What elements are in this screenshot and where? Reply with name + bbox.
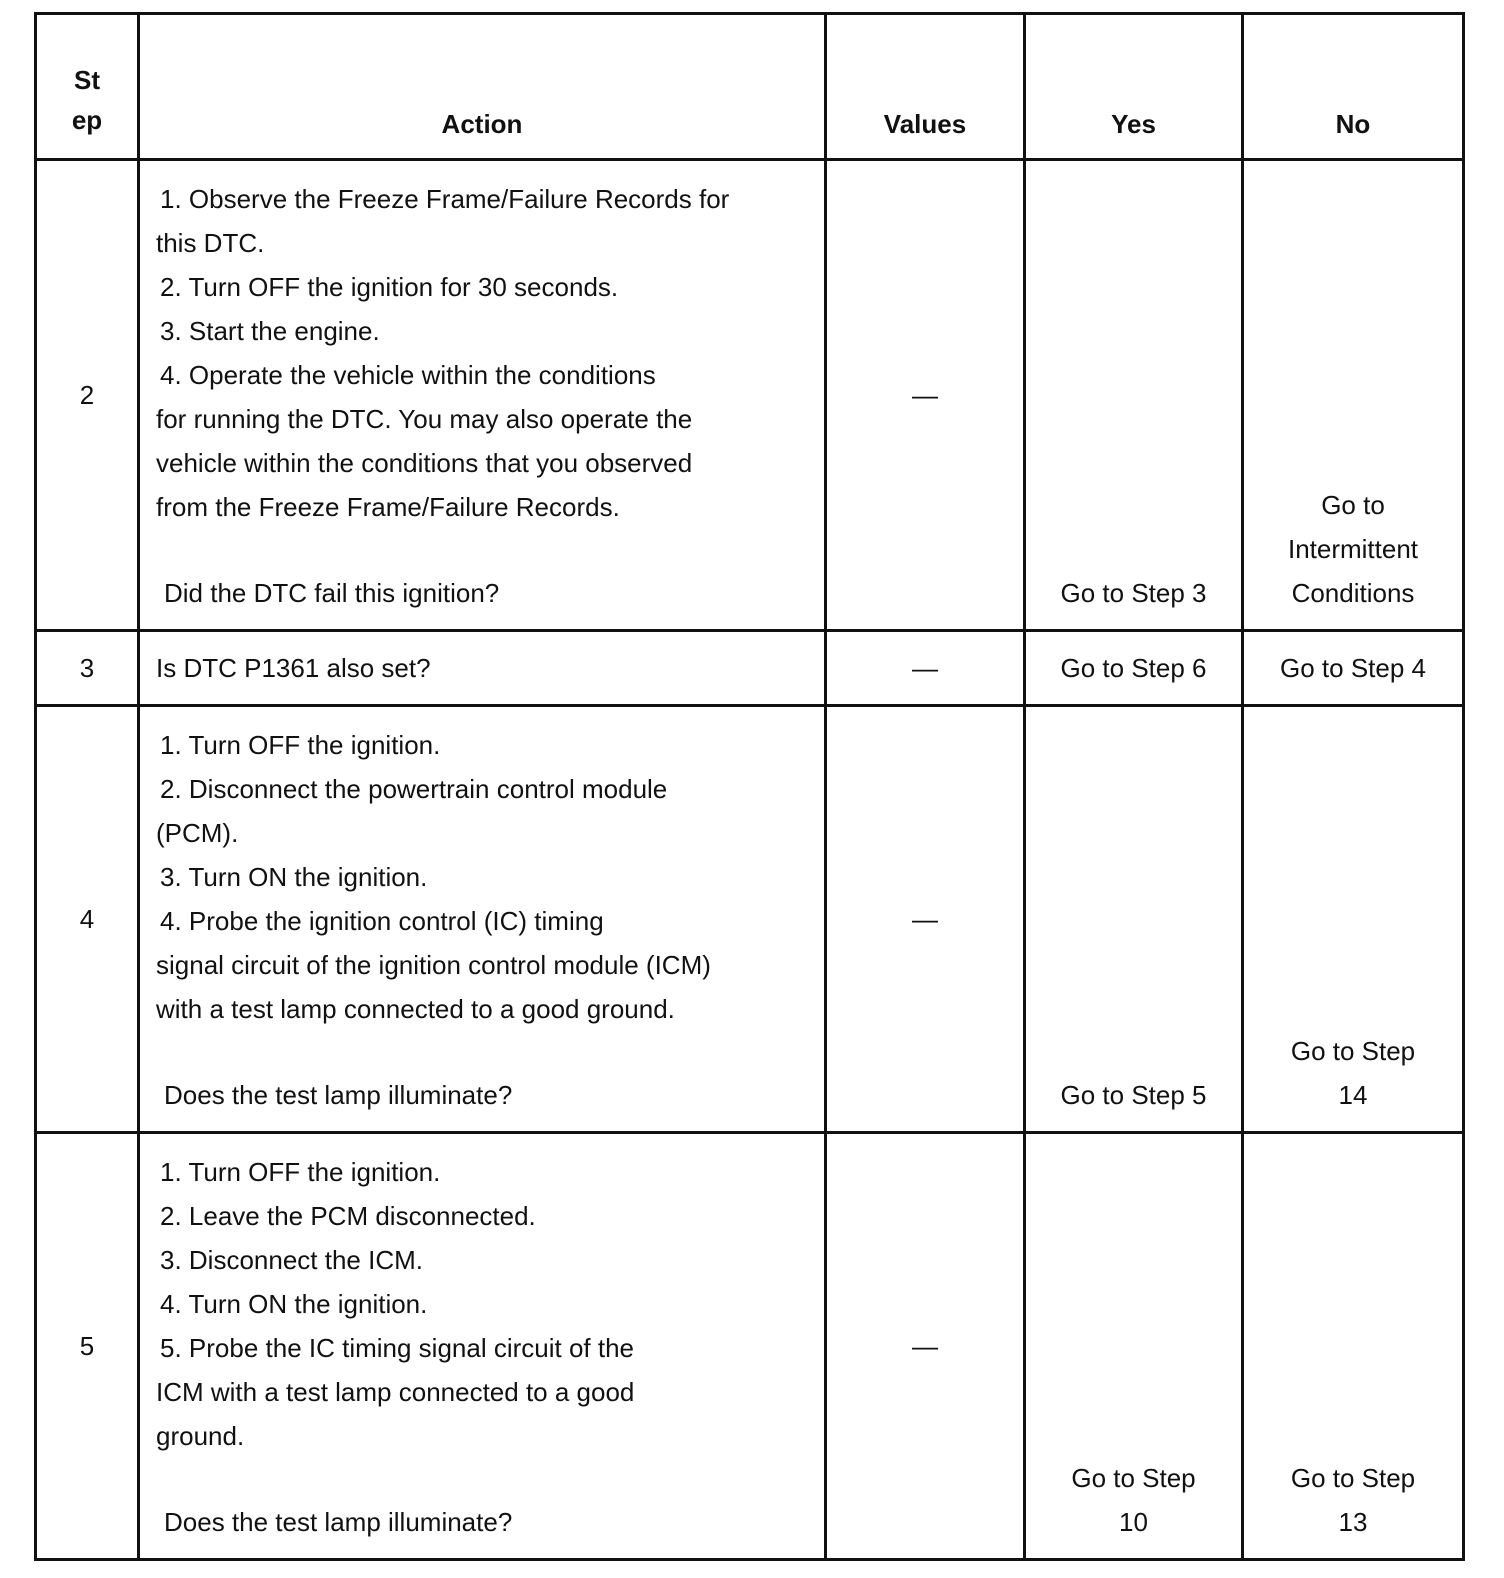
no-text: Go to Step: [1290, 1463, 1416, 1493]
yes-cell: [1025, 1133, 1243, 1560]
action-line: Is DTC P1361 also set?: [156, 652, 431, 683]
action-line: 5. Probe the IC timing signal circuit of the: [160, 1333, 635, 1363]
action-line: 3. Turn ON the ignition.: [160, 862, 428, 892]
header-step-line1: St: [74, 65, 100, 95]
action-line: 3. Disconnect the ICM.: [160, 1245, 423, 1275]
action-line: from the Freeze Frame/Failure Records.: [156, 492, 620, 522]
action-line: 3. Start the engine.: [160, 316, 380, 346]
table-row: [36, 1133, 1464, 1560]
no-cell: [1243, 631, 1464, 706]
step-number: 4: [36, 706, 139, 1133]
no-text: Go to: [1321, 490, 1385, 520]
no-text: Go to Step: [1290, 1036, 1416, 1066]
action-line: 4. Turn ON the ignition.: [160, 1289, 428, 1319]
no-text: 14: [1338, 1080, 1368, 1110]
action-question: Does the test lamp illuminate?: [164, 1507, 513, 1537]
no-text: Intermittent: [1287, 534, 1419, 564]
action-cell: [139, 160, 826, 631]
yes-text: 10: [1119, 1507, 1148, 1537]
action-line: 1. Observe the Freeze Frame/Failure Records for: [160, 184, 730, 214]
step-number: 2: [36, 160, 139, 631]
action-line: vehicle within the conditions that you observed: [156, 448, 693, 478]
values-cell: —: [826, 631, 1025, 706]
action-line: 2. Disconnect the powertrain control module: [160, 774, 668, 804]
action-line: with a test lamp connected to a good ground.: [156, 994, 675, 1024]
no-cell: [1243, 1133, 1464, 1560]
no-text: Conditions: [1291, 578, 1415, 608]
action-cell: [139, 1133, 826, 1560]
yes-text: Go to Step 5: [1060, 1080, 1207, 1110]
header-row: [36, 14, 1464, 160]
action-line: 4. Operate the vehicle within the conditions: [160, 360, 656, 390]
header-step: [36, 14, 139, 160]
step-number: 5: [36, 1133, 139, 1560]
table-row: [36, 160, 1464, 631]
diagnostic-table: [34, 12, 1465, 1561]
action-line: 1. Turn OFF the ignition.: [160, 1157, 441, 1187]
action-question: Did the DTC fail this ignition?: [164, 578, 500, 608]
header-action: Action: [139, 14, 826, 160]
action-cell: [139, 631, 826, 706]
header-step-line2: ep: [71, 105, 103, 135]
action-line: 4. Probe the ignition control (IC) timing: [160, 906, 604, 936]
action-line: ICM with a test lamp connected to a good: [156, 1377, 635, 1407]
values-cell: —: [826, 160, 1025, 631]
header-no: No: [1243, 14, 1464, 160]
yes-cell: [1025, 631, 1243, 706]
no-cell: [1243, 160, 1464, 631]
no-text: Go to Step 4: [1280, 653, 1426, 683]
yes-cell: [1025, 160, 1243, 631]
yes-cell: [1025, 706, 1243, 1133]
action-line: 2. Leave the PCM disconnected.: [160, 1201, 536, 1231]
action-question: Does the test lamp illuminate?: [164, 1080, 513, 1110]
action-line: 1. Turn OFF the ignition.: [160, 730, 441, 760]
action-cell: [139, 706, 826, 1133]
yes-text: Go to Step 6: [1060, 653, 1207, 683]
action-line: (PCM).: [156, 818, 239, 848]
no-cell: [1243, 706, 1464, 1133]
no-text: 13: [1338, 1507, 1368, 1537]
action-line: this DTC.: [156, 228, 265, 258]
action-line: ground.: [156, 1421, 245, 1451]
action-line: 2. Turn OFF the ignition for 30 seconds.: [160, 272, 619, 302]
yes-text: Go to Step: [1071, 1463, 1196, 1493]
table-row: [36, 706, 1464, 1133]
values-cell: —: [826, 706, 1025, 1133]
header-yes: Yes: [1025, 14, 1243, 160]
yes-text: Go to Step 3: [1060, 578, 1207, 608]
action-line: signal circuit of the ignition control module (ICM): [156, 950, 711, 980]
table-row: [36, 631, 1464, 706]
values-cell: —: [826, 1133, 1025, 1560]
header-values: Values: [826, 14, 1025, 160]
step-number: 3: [36, 631, 139, 706]
action-line: for running the DTC. You may also operate the: [156, 404, 693, 434]
